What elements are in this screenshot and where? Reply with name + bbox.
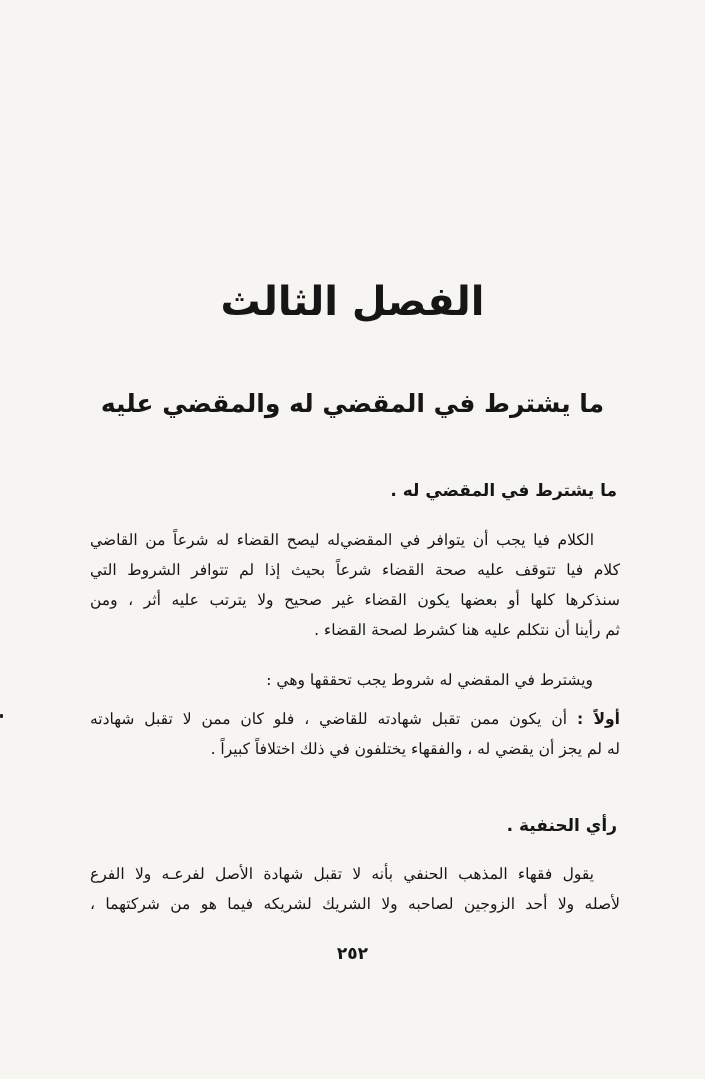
section-heading-conditions: ما يشترط في المقضي له .: [390, 481, 617, 501]
chapter-subtitle: ما يشترط في المقضي له والمقضي عليه: [100, 389, 605, 418]
paragraph-line: يقول فقهاء المذهب الحنفي بأنه لا تقبل شهادة الأصل لفرعـه ولا الفرع: [90, 865, 594, 883]
scan-mark: [0, 714, 3, 718]
paragraph-intro: [90, 525, 620, 645]
paragraph-line: الكلام فيا يجب أن يتوافر في المقضي‌له ليصح القضاء له شرعاً من القاضي: [90, 531, 594, 549]
paragraph-line: سنذكرها كلها أو بعضها يكون القضاء غير صحيح ولا يترتب عليه أثر ، ومن: [90, 591, 620, 609]
point-text: أن يكون ممن تقبل شهادته للقاضي ، فلو كان ممن لا تقبل شهادته: [90, 710, 568, 728]
paragraph-line: له لم يجز أن يقضي له ، والفقهاء يختلفون في ذلك اختلافاً كبيراً .: [210, 740, 620, 758]
paragraph-conditions-intro: ويشترط في المقضي له شروط يجب تحققها وهي :: [266, 671, 593, 689]
paragraph-line: لأصله ولا أحد الزوجين لصاحبه ولا الشريك لشريكه فيما هو من شركتهما ،: [90, 895, 620, 913]
page-number: ٢٥٢: [336, 944, 369, 964]
chapter-title: الفصل الثالث: [220, 279, 485, 325]
paragraph-hanafi: [90, 859, 620, 919]
point-lead: أولاً :: [576, 710, 620, 728]
paragraph-line: [90, 704, 620, 734]
section-heading-hanafi: رأي الحنفية .: [506, 816, 617, 836]
paragraph-line: كلام فيا تتوقف عليه صحة القضاء شرعاً بحيث إذا لم تتوافر الشروط التي: [90, 561, 620, 579]
paragraph-first-condition: [90, 704, 620, 764]
paragraph-line: ثم رأينا أن نتكلم عليه هنا كشرط لصحة القضاء .: [314, 621, 620, 639]
